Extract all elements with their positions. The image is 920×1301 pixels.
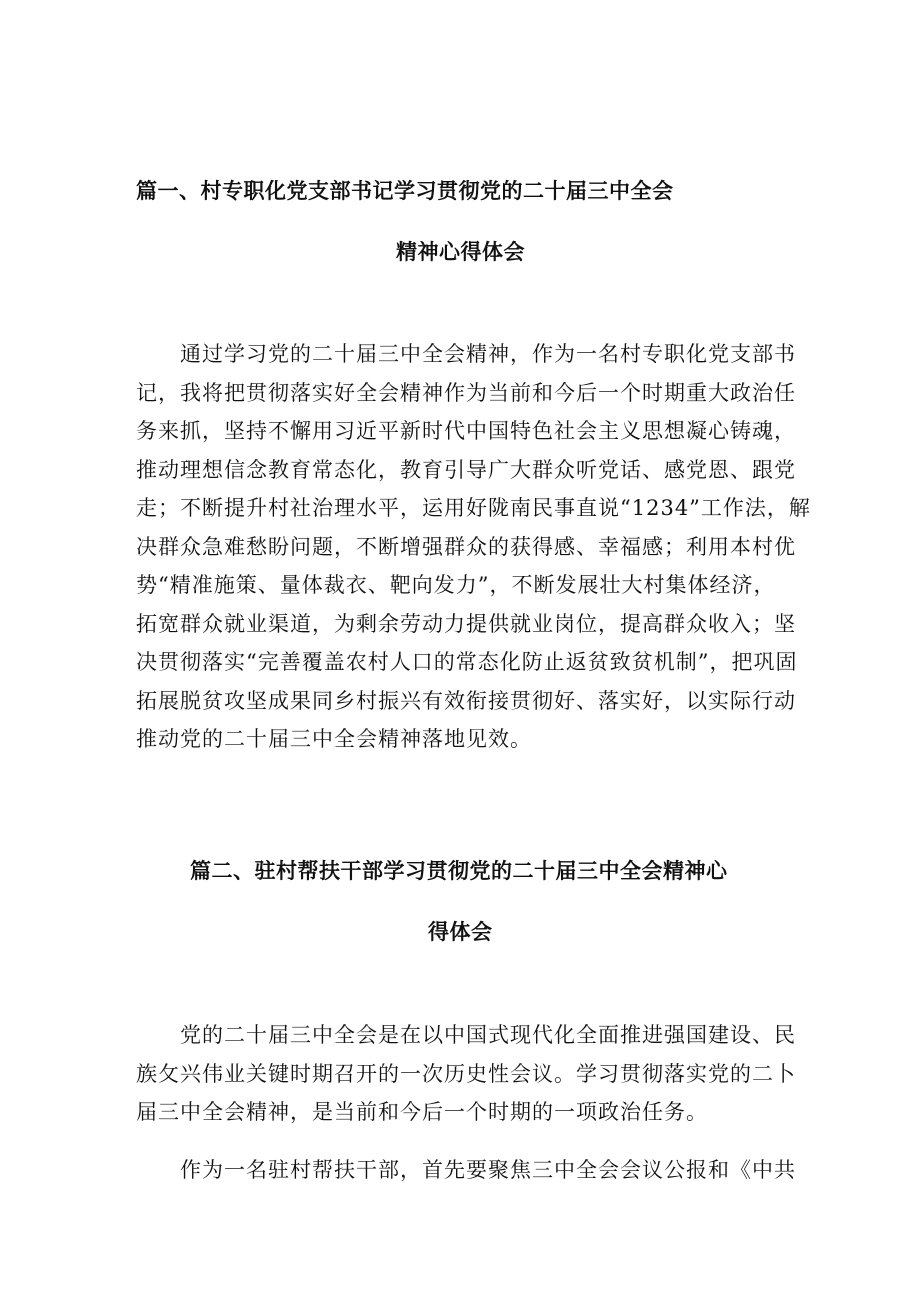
paragraph-line: 记，我将把贯彻落实好全会精神作为当前和今后一个时期重大政治任 <box>136 380 796 405</box>
section2-paragraph1 <box>136 1016 796 1132</box>
section1-title-line1: 篇一、村专职化党支部书记学习贯彻党的二十届三中全会 <box>136 179 674 203</box>
paragraph-line: 拓宽群众就业渠道，为剩余劳动力提供就业岗位，提高群众收入；坚 <box>136 611 796 636</box>
paragraph-line: 势“精准施策、量体裁衣、靶向发力”，不断发展壮大村集体经济， <box>136 573 776 597</box>
paragraph-line: 推动党的二十届三中全会精神落地见效。 <box>136 727 532 751</box>
paragraph-line: 拓展脱贫攻坚成果同乡村振兴有效衔接贯彻好、落实好，以实际行动 <box>136 688 796 713</box>
paragraph-line: 党的二十届三中全会是在以中国式现代化全面推进强国建设、民 <box>180 1023 796 1047</box>
paragraph-line: 决贯彻落实“完善覆盖农村人口的常态化防止返贫致贫机制”，把巩固 <box>136 650 798 674</box>
section2-title-line2: 得体会 <box>428 920 493 944</box>
paragraph-line: 届三中全会精神，是当前和今后一个时期的一项政治任务。 <box>136 1100 708 1124</box>
section1-title-line2: 精神心得体会 <box>396 240 525 264</box>
paragraph-line: 务来抓，坚持不懈用习近平新时代中国特色社会主义思想凝心铸魂， <box>136 419 796 443</box>
paragraph-line: 通过学习党的二十届三中全会精神，作为一名村专职化党支部书 <box>180 342 796 366</box>
section1-paragraph <box>136 335 811 759</box>
section2-title-line1: 篇二、驻村帮扶干部学习贯彻党的二十届三中全会精神心 <box>190 859 728 883</box>
paragraph-line: 作为一名驻村帮扶干部，首先要聚焦三中全会会议公报和《中共 <box>180 1158 796 1182</box>
paragraph-line: 族攵兴伟业关键时期召开的一次历史性会议。学习贯彻落实党的二卜 <box>136 1061 796 1086</box>
paragraph-line: 决群众急难愁盼问题，不断增强群众的获得感、幸福感；利用本村优 <box>136 534 796 559</box>
paragraph-line: 推动理想信念教育常态化，教育引导广大群众听党话、感党恩、跟党 <box>136 457 796 482</box>
paragraph-line: 走；不断提升村社治理水平，运用好陇南民事直说“1234”工作法，解 <box>136 496 811 520</box>
section2-paragraph2 <box>136 1151 796 1190</box>
